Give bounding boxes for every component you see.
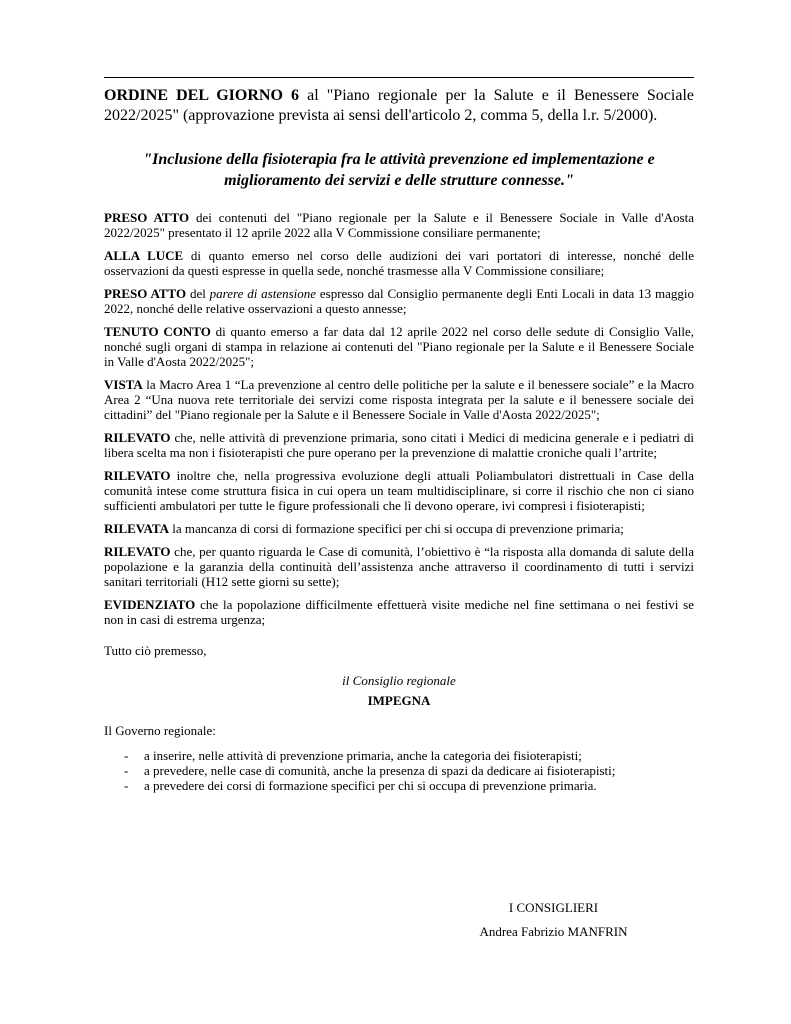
paragraph <box>104 430 694 460</box>
document-body <box>104 210 694 793</box>
paragraph <box>104 210 694 240</box>
paragraph-lead: PRESO ATTO <box>104 286 187 301</box>
premise-text: Tutto ciò premesso, <box>104 643 207 658</box>
paragraph-text: che, nelle attività di prevenzione primaria, sono citati i Medici di medicina generale e i pediatri di libera scelta ma non i fisioterapisti che pure operano per la prevenzione di malattie croniche quali l’artrite; <box>104 430 694 460</box>
paragraph-lead: RILEVATA <box>104 521 170 536</box>
impegna-heading: IMPEGNA <box>367 693 431 708</box>
paragraph-lead: EVIDENZIATO <box>104 597 196 612</box>
header-text: al "Piano regionale per la Salute e il Benessere Sociale 2022/2025" (approvazione prevista ai sensi dell'articolo 2, comma 5, della l.r. 5/2000). <box>104 87 694 124</box>
order-number: ORDINE DEL GIORNO 6 <box>104 87 300 104</box>
paragraph <box>104 597 694 627</box>
paragraph <box>104 377 694 422</box>
document-subtitle: "Inclusione della fisioterapia fra le attività prevenzione ed implementazione e miglioramento dei servizi e delle strutture connesse." <box>143 151 655 189</box>
paragraph-lead: TENUTO CONTO <box>104 324 211 339</box>
paragraph-lead: PRESO ATTO <box>104 210 190 225</box>
commitment-item: - a prevedere dei corsi di formazione specifici per chi si occupa di prevenzione primaria. <box>124 778 694 793</box>
paragraph-text: inoltre che, nella progressiva evoluzione degli attuali Poliambulatori distrettuali in Case della comunità intese come struttura fisica in cui opera un team multidisciplinare, si corre il rischio che non ci siano sufficienti ambulatori per tutte le figure professionali che lì devono operare, ivi compresi i fisioterapisti; <box>104 468 694 513</box>
paragraph-lead: ALLA LUCE <box>104 248 184 263</box>
paragraph <box>104 324 694 369</box>
paragraph-lead: RILEVATO <box>104 544 171 559</box>
paragraph-text: che la popolazione difficilmente effettuerà visite mediche nel fine settimana o nei festivi se non in casi di estrema urgenza; <box>104 597 694 627</box>
paragraph-emphasis: parere di astensione <box>209 286 317 301</box>
document-header <box>104 77 694 126</box>
paragraph-text-pre: del <box>186 286 210 301</box>
paragraph-text: di quanto emerso a far data dal 12 aprile 2022 nel corso delle sedute di Consiglio Valle, nonché sugli organi di stampa in relazione ai contenuti del "Piano regionale per la Salute e il Benessere Sociale in Valle d'Aosta 2022/2025"; <box>104 324 694 369</box>
paragraph-text: la Macro Area 1 “La prevenzione al centro delle politiche per la salute e il benessere sociale” e la Macro Area 2 “Una nuova rete territoriale dei servizi come risposta integrata per la salute e il benessere sociale dei cittadini” del "Piano regionale per la Salute e il Benessere Sociale in Valle d'Aosta 2022/2025"; <box>104 377 694 422</box>
paragraph <box>104 544 694 589</box>
council-heading: il Consiglio regionale <box>342 673 456 688</box>
paragraph-text: dei contenuti del "Piano regionale per la Salute e il Benessere Sociale in Valle d'Aosta 2022/2025" presentato il 12 aprile 2022 alla V Commissione consiliare permanente; <box>104 210 694 240</box>
paragraph-text: la mancanza di corsi di formazione specifici per chi si occupa di prevenzione primaria; <box>169 521 624 536</box>
paragraph <box>104 286 694 316</box>
government-label: Il Governo regionale: <box>104 723 216 738</box>
paragraph-text: di quanto emerso nel corso delle audizioni dei vari portatori di interesse, nonché delle osservazioni da questi espresse in quella sede, nonché trasmesse alla V Commissione consiliare; <box>104 248 694 278</box>
paragraph-text: che, per quanto riguarda le Case di comunità, l’obiettivo è “la risposta alla domanda di salute della popolazione e la garanzia della continuità dell’assistenza anche attraverso il coordinamento di tutti i servizi sanitari territoriali (H12 sette giorni su sette); <box>104 544 694 589</box>
commitment-item: - a prevedere, nelle case di comunità, anche la presenza di spazi da dedicare ai fisioterapisti; <box>124 763 694 778</box>
commitments-list <box>104 748 694 793</box>
paragraph <box>104 248 694 278</box>
paragraph-lead: RILEVATO <box>104 468 171 483</box>
signature-block <box>466 896 641 944</box>
paragraph-text: espresso dal Consiglio permanente degli Enti Locali in data 13 maggio 2022, nonché delle relative osservazioni a questo annesse; <box>104 286 694 316</box>
signature-name: Andrea Fabrizio MANFRIN <box>479 924 628 939</box>
paragraph <box>104 468 694 513</box>
commitment-item: - a inserire, nelle attività di prevenzione primaria, anche la categoria dei fisioterapisti; <box>124 748 694 763</box>
paragraph-lead: VISTA <box>104 377 143 392</box>
paragraph-lead: RILEVATO <box>104 430 171 445</box>
signature-role: I CONSIGLIERI <box>508 900 599 915</box>
paragraph <box>104 521 694 536</box>
